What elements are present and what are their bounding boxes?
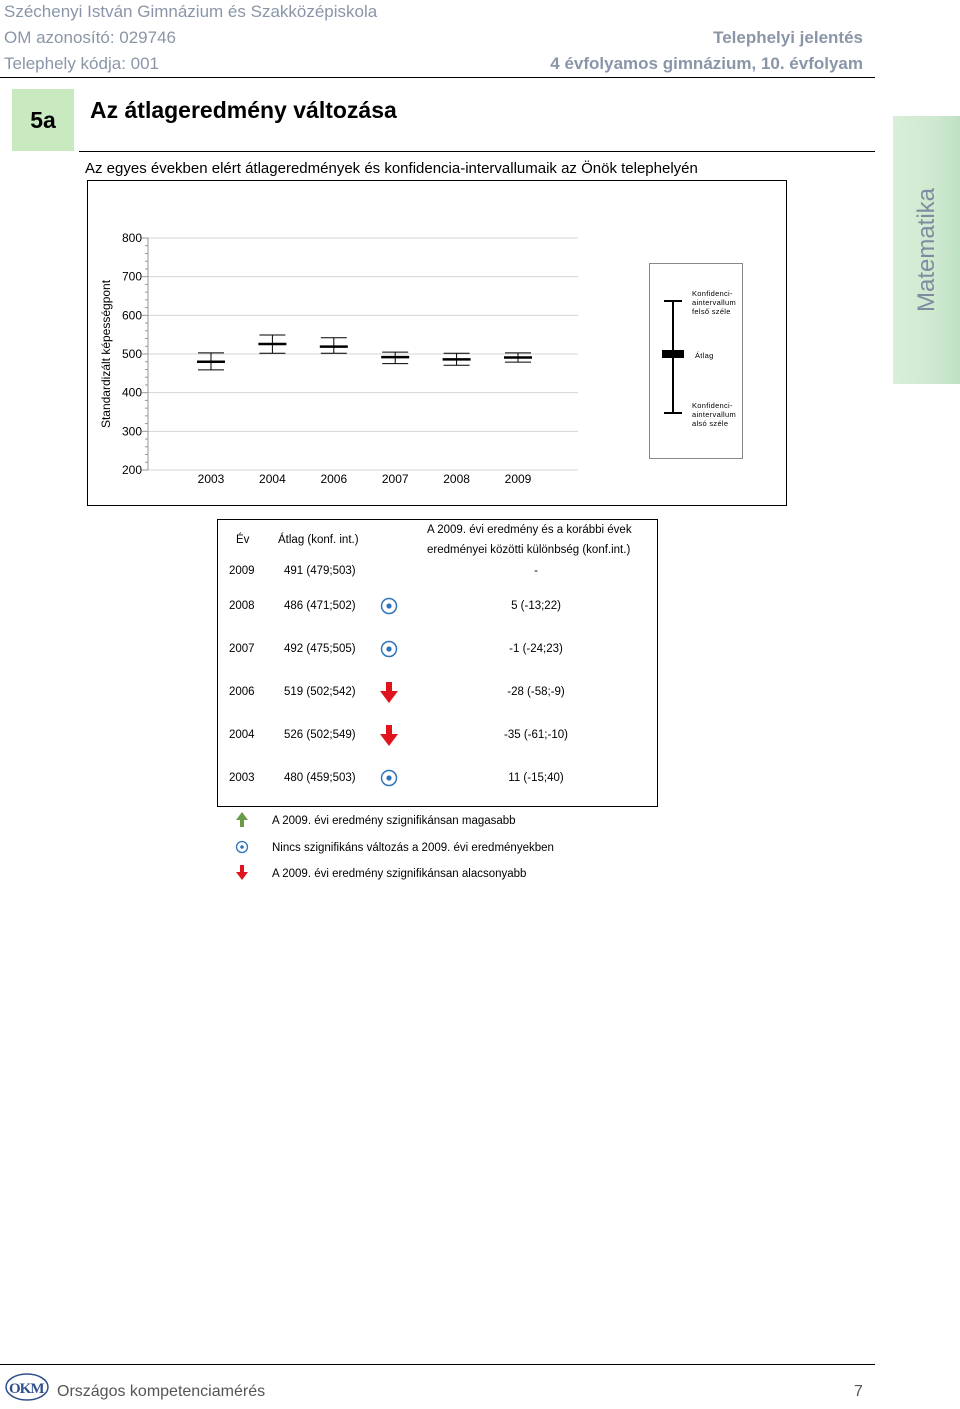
row-mean: 480 (459;503)	[284, 772, 356, 784]
row-diff: 11 (-15;40)	[508, 772, 564, 784]
section-title: Az átlageredmény változása	[90, 97, 397, 123]
header-year: Év	[236, 534, 250, 546]
row-diff: -28 (-58;-9)	[507, 686, 565, 698]
om-id: OM azonosító: 029746	[4, 28, 177, 47]
row-diff: 5 (-13;22)	[511, 600, 561, 612]
row-year: 2009	[229, 565, 255, 577]
page-number: 7	[854, 1383, 863, 1400]
y-tick-label: 700	[121, 269, 142, 284]
arrow-up-icon	[233, 811, 251, 829]
legend-upper: Konfidenci-aintervallum felső széle	[692, 289, 737, 316]
no-change-icon	[379, 596, 399, 616]
no-change-icon	[233, 839, 251, 857]
row-mean: 491 (479;503)	[284, 565, 356, 577]
row-diff: -1 (-24;23)	[509, 643, 563, 655]
report-type: Telephelyi jelentés	[713, 28, 863, 47]
footer-text: Országos kompetenciamérés	[57, 1383, 266, 1400]
x-tick-label: 2009	[504, 472, 532, 486]
legend-lower-text: A 2009. évi eredmény szignifikánsan alacsonyabb	[272, 868, 527, 880]
y-tick-label: 600	[121, 308, 142, 323]
row-status	[379, 768, 399, 793]
svg-text:OKM: OKM	[9, 1381, 44, 1397]
x-tick-label: 2006	[320, 472, 348, 486]
row-mean: 526 (502;549)	[284, 729, 356, 741]
footer-rule	[0, 1364, 875, 1365]
chart-frame	[87, 180, 787, 506]
grade-info: 4 évfolyamos gimnázium, 10. évfolyam	[550, 54, 863, 73]
legend-higher: A 2009. évi eredmény szignifikánsan magasabb	[272, 815, 516, 827]
legend-lower: Konfidenci-aintervallum alsó széle	[692, 401, 737, 428]
row-year: 2007	[229, 643, 255, 655]
header-mean: Átlag (konf. int.)	[278, 534, 359, 546]
arrow-down-icon	[379, 725, 399, 747]
row-year: 2006	[229, 686, 255, 698]
y-axis-label: Standardizált képességpont	[99, 279, 113, 429]
y-tick-label: 500	[121, 347, 142, 361]
school-name: Széchenyi István Gimnázium és Szakközépiskola	[4, 2, 378, 21]
y-tick-label: 800	[121, 231, 142, 245]
row-diff: -	[534, 565, 538, 577]
header-diff-line1: A 2009. évi eredmény és a korábbi évek	[427, 524, 632, 536]
arrow-down-icon	[379, 682, 399, 704]
row-status	[379, 596, 399, 621]
legend-no-change: Nincs szignifikáns változás a 2009. évi eredményekben	[272, 842, 554, 854]
row-mean: 492 (475;505)	[284, 643, 356, 655]
y-tick-label: 200	[121, 463, 142, 477]
y-tick-label: 400	[121, 385, 142, 400]
row-diff: -35 (-61;-10)	[504, 729, 568, 741]
legend-mean: Átlag	[695, 351, 714, 360]
no-change-icon	[379, 768, 399, 788]
row-status	[379, 639, 399, 664]
no-change-icon	[379, 639, 399, 659]
section-number: 5a	[12, 89, 74, 151]
x-tick-label: 2007	[381, 472, 409, 486]
section-subtitle: Az egyes években elért átlageredmények és konfidencia-intervallumaik az Önök telephelyén	[85, 160, 698, 177]
row-mean: 519 (502;542)	[284, 686, 356, 698]
row-year: 2004	[229, 729, 255, 741]
subject-tab	[893, 116, 960, 384]
subject-label: Matematika	[912, 187, 940, 313]
y-tick-label: 300	[121, 424, 142, 439]
site-code: Telephely kódja: 001	[4, 54, 160, 73]
chart-legend	[649, 263, 743, 459]
row-mean: 486 (471;502)	[284, 600, 356, 612]
okm-logo	[3, 1370, 51, 1406]
title-underline	[79, 151, 875, 152]
x-tick-label: 2004	[259, 472, 286, 486]
arrow-down-icon	[233, 864, 251, 882]
row-year: 2008	[229, 600, 255, 612]
header-diff-line2: eredményei közötti különbség (konf.int.)	[427, 544, 631, 556]
header-rule	[0, 77, 875, 78]
x-tick-label: 2008	[443, 472, 470, 486]
row-year: 2003	[229, 772, 255, 784]
row-status	[379, 725, 399, 752]
results-table	[217, 519, 658, 807]
x-tick-label: 2003	[197, 472, 225, 486]
row-status	[379, 682, 399, 709]
